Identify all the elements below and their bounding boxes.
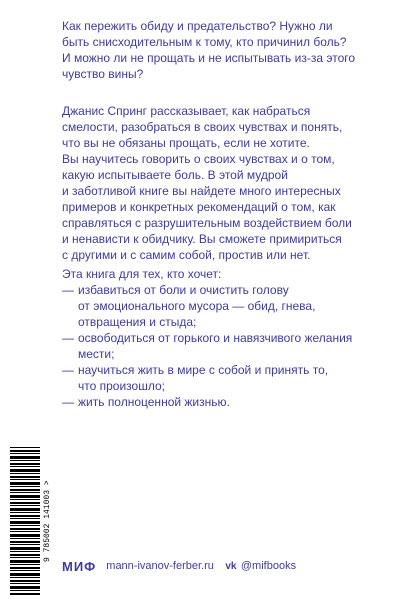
list-item-text [78, 282, 362, 330]
intro-paragraph [62, 18, 362, 82]
list-item [62, 282, 362, 330]
description-line: и заботливой книге вы найдете много интересных [62, 184, 341, 198]
list-item-text [78, 330, 362, 362]
list-item-line: мести; [78, 347, 115, 361]
list-item [62, 330, 362, 362]
list-dash: — [62, 283, 74, 297]
website-link[interactable] [106, 560, 214, 572]
social-link[interactable] [224, 560, 296, 572]
list-item-line: что произошло; [78, 379, 165, 393]
list-dash: — [62, 395, 74, 409]
list-item-line: освободиться от горького и навязчивого желания [78, 331, 353, 345]
description-line: справляться с разрушительным воздействием боли [62, 216, 352, 230]
description-paragraph [62, 103, 362, 263]
intro-line: чувство вины? [62, 67, 144, 81]
description-line: что вы не обязаны прощать, если не хотите. [62, 136, 310, 150]
list-item [62, 394, 362, 410]
barcode-bars [10, 447, 40, 595]
list-item-line: избавиться от боли и очистить голову [78, 283, 289, 297]
list-dash: — [62, 363, 74, 377]
audience-heading: Эта книга для тех, кто хочет: [62, 267, 222, 281]
description-line: примеров и конкретных рекомендаций о том, как [62, 200, 336, 214]
publisher-logo: МИФ [62, 558, 97, 574]
vk-icon: vk [225, 560, 237, 572]
description-line: и ненависти к обидчику. Вы сможете примириться [62, 232, 342, 246]
list-item-line: жить полноценной жизнью. [78, 395, 230, 409]
description-line: Джанис Спринг рассказывает, как набраться [62, 104, 311, 118]
list-item-line: отвращения и стыда; [78, 315, 197, 329]
list-dash: — [62, 331, 74, 345]
barcode-digits: 9 785002 141003 > [43, 480, 52, 562]
list-item-text [78, 362, 362, 394]
list-item-line: от эмоционального мусора — обид, гнева, [78, 299, 316, 313]
website-text: mann-ivanov-ferber.ru [106, 560, 214, 572]
list-item [62, 362, 362, 394]
list-item-line: научиться жить в мире с собой и принять то, [78, 363, 329, 377]
list-item-text [78, 394, 362, 410]
description-line: смелости, разобраться в своих чувствах и понять, [62, 120, 343, 134]
description-line: какую испытываете боль. В этой мудрой [62, 168, 288, 182]
intro-line: Как пережить обиду и предательство? Нужно ли [62, 19, 333, 33]
audience-section [62, 266, 362, 410]
intro-line: быть снисходительным к тому, кто причинил боль? [62, 35, 347, 49]
description-line: Вы научитесь говорить о своих чувствах и о том, [62, 152, 335, 166]
social-handle: @mifbooks [240, 560, 297, 572]
intro-line: И можно ли не прощать и не испытывать из-за этого [62, 51, 356, 65]
publisher-footer [62, 556, 296, 576]
description-line: с другими и с самим собой, простив или нет. [62, 248, 311, 262]
isbn-barcode [10, 447, 54, 595]
